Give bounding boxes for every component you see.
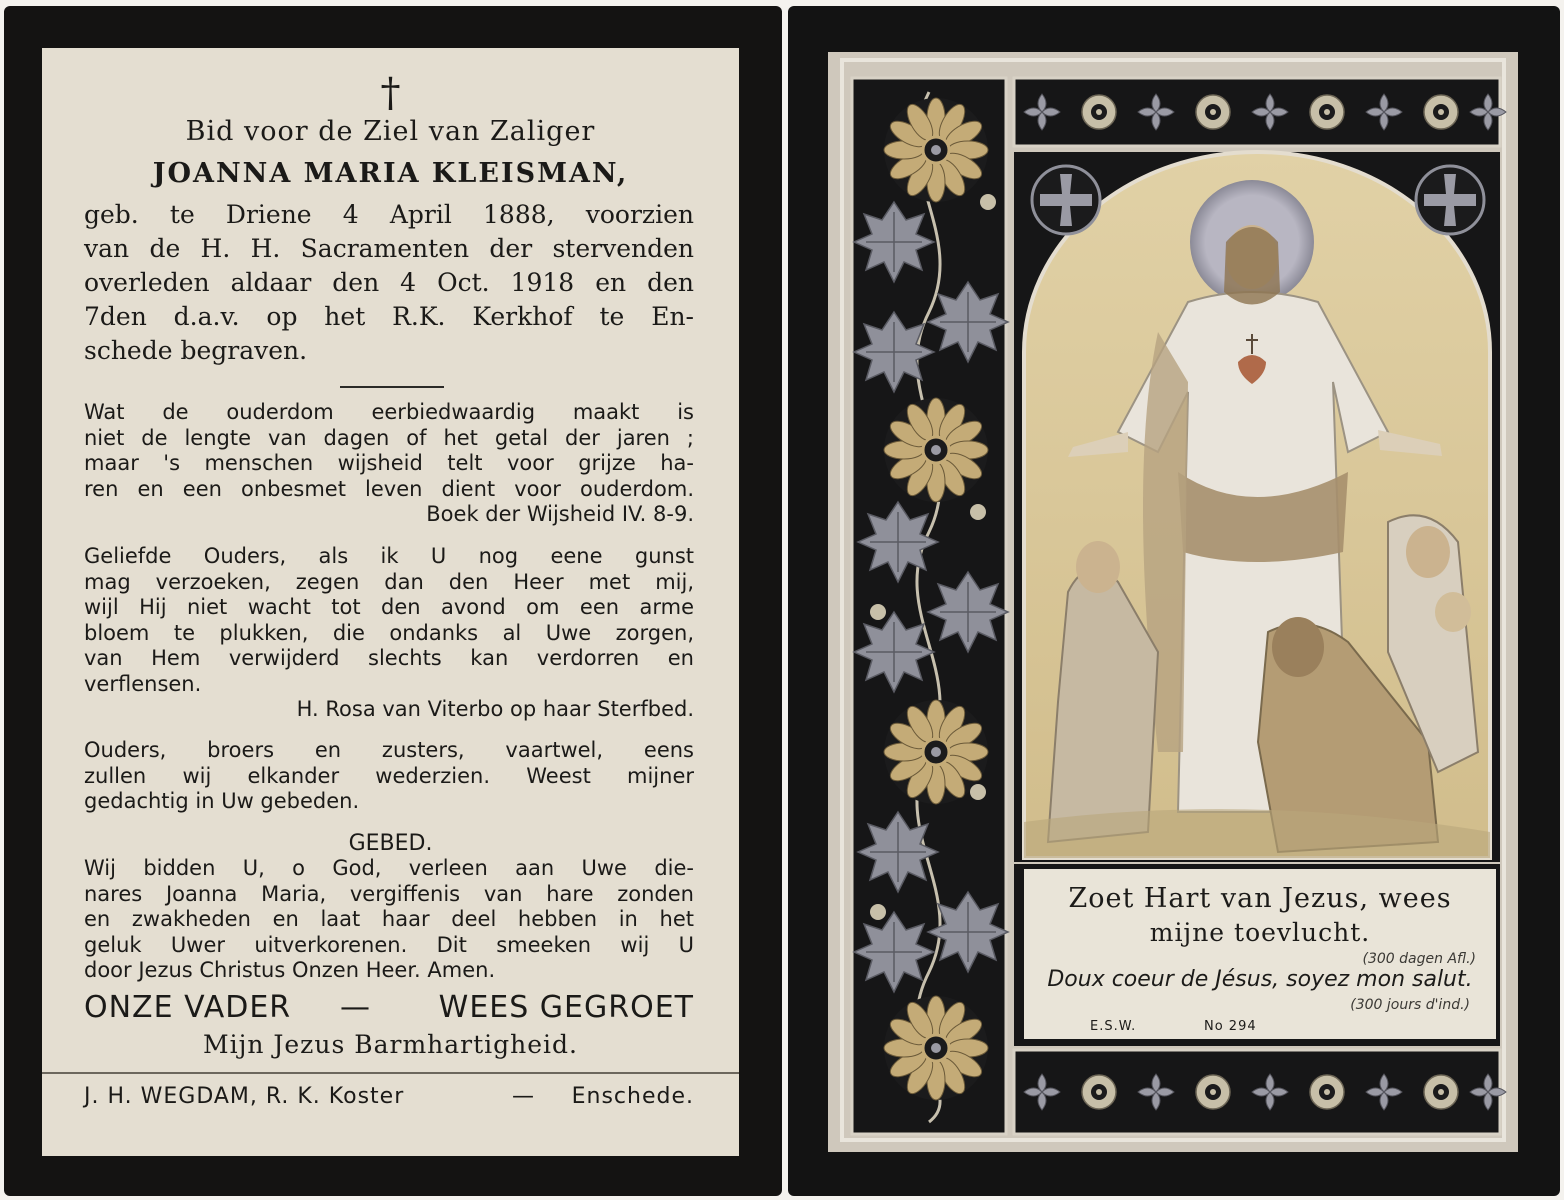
printer-name: J. H. WEGDAM, R. K. Koster [84, 1084, 405, 1109]
prayer-line: en zwakheden en laat haar deel hebben in het [84, 907, 694, 931]
closing-prayer-first: ONZE VADER [84, 990, 292, 1025]
memorial-card-picture-side [788, 6, 1560, 1196]
printer-dash: — [512, 1084, 535, 1109]
quote-line: mag verzoeken, zegen dan den Heer met mij, [84, 569, 694, 594]
quote-rosa [84, 544, 694, 723]
quote-line: ren en een onbesmet leven dient voor ouderdom. [84, 476, 694, 501]
publisher-mark: E.S.W. [1090, 1019, 1137, 1034]
closing-prayer-second: WEES GEGROET [438, 990, 694, 1025]
bio-line: overleden aldaar den 4 Oct. 1918 en den [84, 268, 694, 297]
farewell [84, 738, 694, 815]
quote-line: wijl Hij niet wacht tot den avond om een arme [84, 595, 694, 619]
text-panel [42, 48, 739, 1156]
bio-line: van de H. H. Sacramenten der stervenden [84, 234, 694, 263]
quote-line: Wat de ouderdom eerbiedwaardig maakt is [84, 400, 694, 424]
farewell-line: gedachtig in Uw gebeden. [84, 789, 360, 813]
cross-icon: † [380, 70, 401, 116]
quote-source: H. Rosa van Viterbo op haar Sterfbed. [296, 697, 694, 721]
biography [84, 198, 694, 368]
bio-line: geb. te Driene 4 April 1888, voorzien [84, 200, 694, 229]
prayer-line: geluk Uwer uitverkorenen. Dit smeeken wij U [84, 932, 694, 957]
bio-line: 7den d.a.v. op het R.K. Kerkhof te En- [84, 302, 694, 331]
quote-line: bloem te plukken, die ondanks al Uwe zorgen, [84, 620, 694, 645]
quote-line: van Hem verwijderd slechts kan verdorren en [84, 646, 694, 670]
footer-divider [42, 1072, 739, 1074]
heading: Bid voor de Ziel van Zaliger [185, 116, 596, 147]
picture-caption [1024, 869, 1496, 1039]
card-number: No 294 [1204, 1019, 1257, 1034]
prayer-line: nares Joanna Maria, vergiffenis van hare zonden [84, 881, 694, 906]
picture-panel [828, 52, 1518, 1152]
prayer [84, 856, 694, 984]
printer-city: Enschede. [571, 1084, 694, 1109]
farewell-line: zullen wij elkander wederzien. Weest mijner [84, 763, 694, 788]
caption-dutch-line2: mijne toevlucht. [1149, 918, 1371, 947]
closing-prayer-dash: — [340, 990, 371, 1025]
quote-line: verflensen. [84, 671, 202, 696]
quote-line: niet de lengte van dagen of het getal der jaren ; [84, 425, 694, 450]
prayer-line: Wij bidden U, o God, verleen aan Uwe die- [84, 856, 694, 880]
indulgence-french: (300 jours d'ind.) [1350, 997, 1470, 1013]
deceased-name: JOANNA MARIA KLEISMAN, [152, 158, 629, 189]
quote-line: Geliefde Ouders, als ik U nog eene gunst [84, 544, 694, 568]
quote-source: Boek der Wijsheid IV. 8-9. [426, 502, 694, 526]
divider [340, 386, 444, 388]
caption-french: Doux coeur de Jésus, soyez mon salut. [1047, 967, 1473, 992]
prayer-title: GEBED. [348, 831, 433, 856]
prayer-line: door Jezus Christus Onzen Heer. Amen. [84, 958, 496, 982]
bio-line: schede begraven. [84, 336, 308, 365]
quote-line: maar 's menschen wijsheid telt voor grijze ha- [84, 451, 694, 475]
indulgence-dutch: (300 dagen Afl.) [1362, 951, 1476, 967]
quote-wisdom [84, 400, 694, 528]
farewell-line: Ouders, broers en zusters, vaartwel, eens [84, 738, 694, 762]
caption-dutch-line1: Zoet Hart van Jezus, wees [1068, 883, 1452, 914]
invocation: Mijn Jezus Barmhartigheid. [202, 1030, 579, 1059]
memorial-card-text-side [4, 6, 782, 1196]
